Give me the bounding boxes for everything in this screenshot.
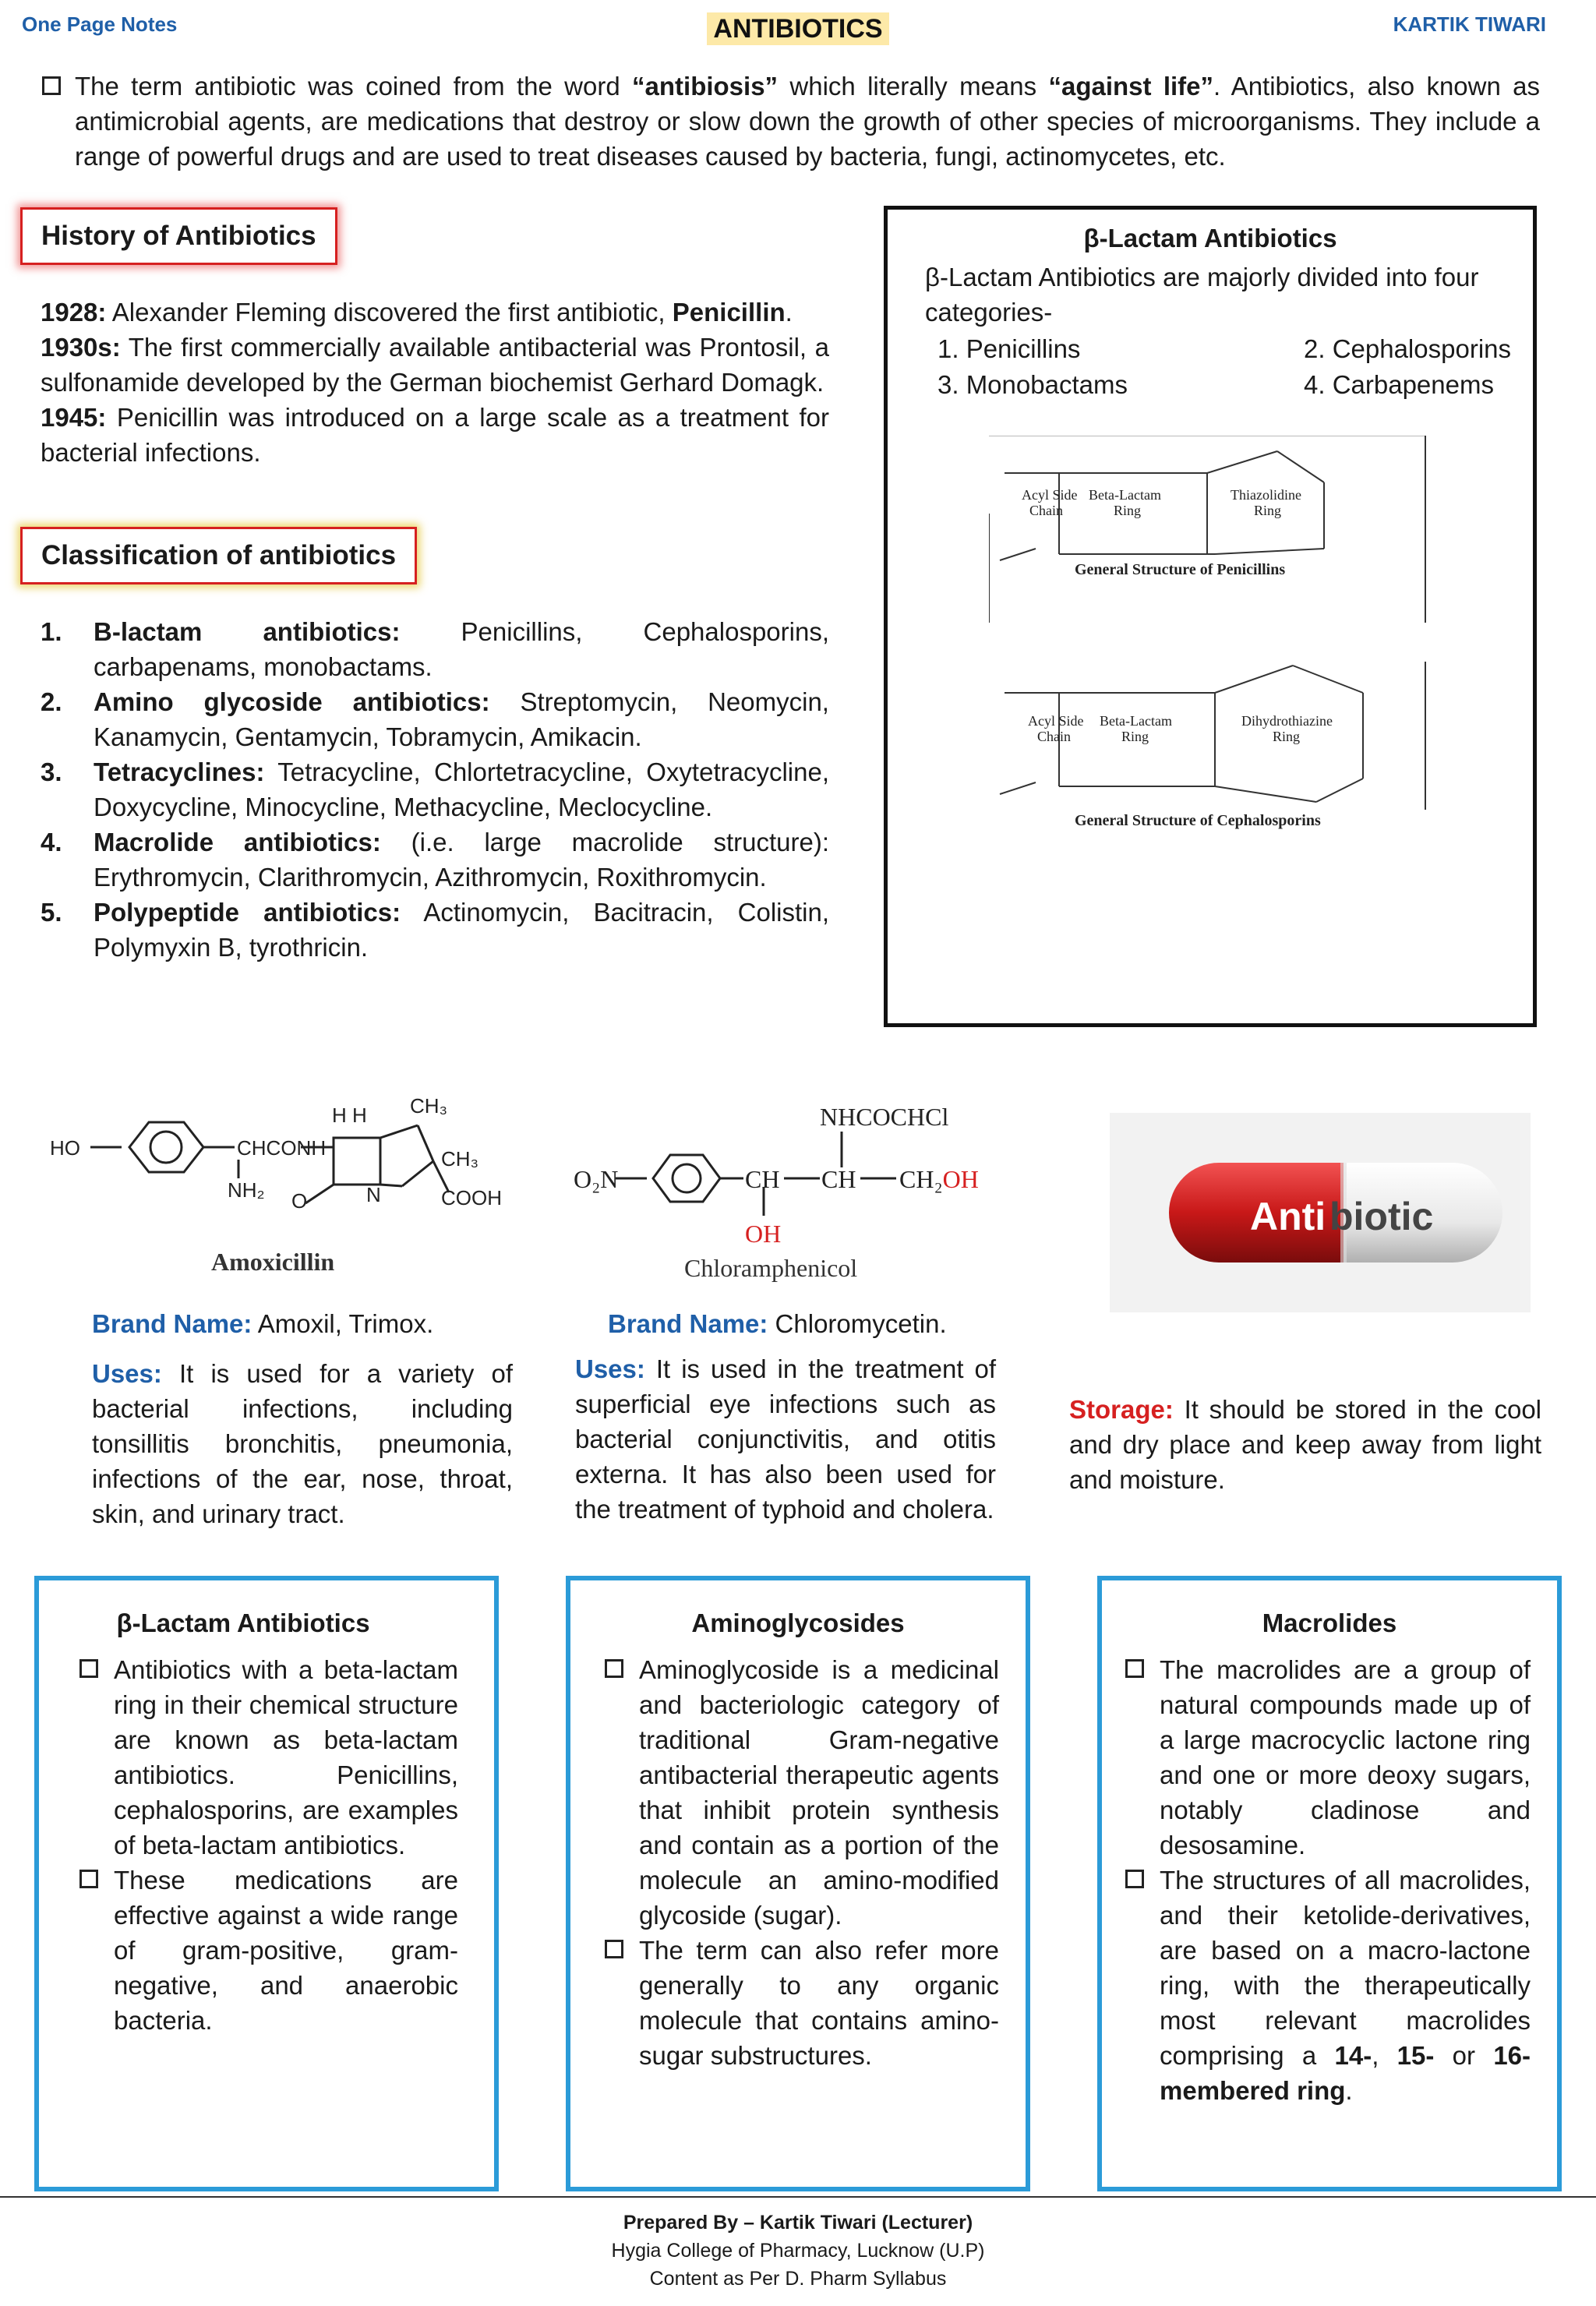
list-item-text: These medications are effective against a wide range of gram-positive, gram-negative, and anaerobic bacteria.	[114, 1866, 458, 2035]
pen-thia-ring-label: Ring	[1254, 503, 1282, 518]
list-item	[76, 1863, 458, 2038]
pen-chain-label: Chain	[1029, 503, 1063, 518]
list-item-end: .	[1345, 2076, 1353, 2105]
ceph-dih-ring-label: Ring	[1273, 729, 1301, 744]
box-title: β-Lactam Antibiotics	[116, 1609, 370, 1637]
intro-bold-against-life: “against life”	[1048, 72, 1214, 101]
class-examples: Tetracycline, Chlortetracycline, Oxytetracycline, Doxycycline, Minocycline, Methacycline, Meclocycline.	[94, 757, 829, 821]
list-item-sep: or	[1434, 2041, 1494, 2070]
chloramphenicol-structure-diagram	[569, 1091, 1036, 1294]
class-name: Macrolide antibiotics:	[94, 828, 381, 856]
chloramphenicol-name: Chloramphenicol	[684, 1254, 858, 1282]
ceph-dih-label: Dihydrothiazine	[1241, 713, 1333, 729]
ring-size-14: 14-	[1334, 2041, 1372, 2070]
checkbox-bullet-icon	[605, 1659, 623, 1678]
history-bold: Penicillin	[672, 298, 786, 327]
header-author: KARTIK TIWARI	[1393, 12, 1546, 36]
box-title: β-Lactam Antibiotics	[1083, 224, 1337, 252]
checkbox-bullet-icon	[79, 1870, 98, 1888]
chloramphenicol-brand	[608, 1309, 947, 1339]
intro-paragraph	[44, 69, 1540, 174]
list-item-text: Antibiotics with a beta-lactam ring in their chemical structure are known as beta-lactam antibiotics. Penicillins, cephalosporins, are examples of beta-lactam antibiotics.	[114, 1655, 458, 1859]
list-item	[1122, 1863, 1531, 2108]
svg-text:O₂N: O₂N	[574, 1165, 619, 1193]
macrolides-info-box	[1097, 1576, 1562, 2191]
ring-size-16: 16- membered ring	[1160, 2041, 1531, 2105]
list-item-text: Aminoglycoside is a medicinal and bacteriologic category of traditional Gram-negative antibacterial therapeutic agents that inhibit protein synthesis and contain as a portion of the molecule an amino-modified glycoside (sugar).	[639, 1655, 999, 1930]
svg-text:OH: OH	[745, 1220, 782, 1248]
box-intro: β-Lactam Antibiotics are majorly divided into four categories-	[925, 263, 1479, 327]
list-item	[41, 754, 829, 825]
checkbox-bullet-icon	[79, 1659, 98, 1678]
svg-text:HO: HO	[50, 1136, 80, 1160]
svg-text:H H: H H	[332, 1104, 367, 1127]
list-number: 5.	[41, 898, 62, 927]
category-item: 4. Carbapenems	[1304, 370, 1494, 399]
amoxicillin-uses	[92, 1356, 513, 1531]
svg-text:O: O	[291, 1189, 308, 1213]
uses-value: It is used in the treatment of superficial eye infections such as bacterial conjunctivitis, and otitis externa. It has also been used for the treatment of typhoid and cholera.	[575, 1354, 996, 1524]
list-item	[76, 1652, 458, 1863]
intro-mid: which literally means	[778, 72, 1049, 101]
uses-label: Uses:	[575, 1354, 645, 1383]
ring-size-15: 15-	[1396, 2041, 1435, 2070]
svg-text:CHCONH: CHCONH	[237, 1136, 327, 1160]
amoxicillin-brand	[92, 1309, 433, 1339]
history-year: 1930s:	[41, 333, 121, 362]
pen-caption: General Structure of Penicillins	[1075, 561, 1286, 578]
checkbox-bullet-icon	[42, 76, 61, 95]
footer-college: Hygia College of Pharmacy, Lucknow (U.P)	[611, 2240, 985, 2262]
beta-lactam-structures-box	[884, 206, 1537, 1027]
header-left: One Page Notes	[22, 12, 178, 36]
category-item: 2. Cephalosporins	[1304, 334, 1511, 363]
class-examples: Actinomycin, Bacitracin, Colistin, Polymyxin B, tyrothricin.	[94, 898, 829, 962]
checkbox-bullet-icon	[605, 1940, 623, 1958]
history-year: 1945:	[41, 403, 107, 432]
ceph-caption: General Structure of Cephalosporins	[1075, 812, 1321, 829]
history-post: .	[785, 298, 793, 327]
box-body	[602, 1652, 999, 2073]
capsule-label-b: biotic	[1329, 1195, 1434, 1238]
storage-label: Storage:	[1069, 1395, 1174, 1424]
chloramphenicol-formula-top: NHCOCHCl	[820, 1103, 949, 1131]
list-item	[602, 1652, 999, 1933]
history-text: Penicillin was introduced on a large scale as a treatment for bacterial infections.	[41, 403, 829, 467]
footer	[0, 2209, 1596, 2293]
list-number: 2.	[41, 687, 62, 716]
svg-text:CH: CH	[745, 1165, 780, 1193]
ceph-acyl-label: Acyl Side	[1028, 713, 1084, 729]
brand-label: Brand Name:	[92, 1309, 252, 1338]
list-item-text: The structures of all macrolides, and their ketolide-derivatives, are based on a macro-lactone ring, with the therapeutically most relevant macrolides comprising a	[1160, 1866, 1531, 2070]
class-name: B-lactam antibiotics:	[94, 617, 401, 646]
beta-lactam-info-box	[34, 1576, 499, 2191]
history-entry	[41, 330, 829, 400]
chloramphenicol-uses	[575, 1351, 996, 1527]
list-number: 3.	[41, 757, 62, 786]
list-item-text: The macrolides are a group of natural compounds made up of a large macrocyclic lactone ring and one or more deoxy sugars, notably cladinose and desosamine.	[1160, 1655, 1531, 1859]
list-item	[41, 895, 829, 965]
list-item	[41, 825, 829, 895]
capsule-label-a: Anti	[1250, 1195, 1326, 1238]
uses-label: Uses:	[92, 1359, 162, 1388]
ceph-ring-label: Ring	[1121, 729, 1149, 744]
history-entry	[41, 400, 829, 470]
history-text: The first commercially available antibacterial was Prontosil, a sulfonamide developed by the German biochemist Gerhard Domagk.	[41, 333, 829, 397]
intro-post: . Antibiotics, also known as antimicrobial agents, are medications that destroy or slow down the growth of other species of microorganisms. They include a range of powerful drugs and are used to treat diseases caused by bacteria, fungi, actinomycetes, etc.	[75, 72, 1541, 171]
capsule-image	[1110, 1113, 1531, 1312]
svg-text:CH₃: CH₃	[410, 1094, 448, 1118]
footer-prepared-by: Prepared By – Kartik Tiwari (Lecturer)	[623, 2212, 973, 2234]
checkbox-bullet-icon	[1125, 1659, 1144, 1678]
svg-text:CH: CH	[821, 1165, 856, 1193]
list-number: 4.	[41, 828, 62, 856]
class-examples: Streptomycin, Neomycin, Kanamycin, Gentamycin, Tobramycin, Amikacin.	[94, 687, 829, 751]
footer-syllabus: Content as Per D. Pharm Syllabus	[649, 2268, 947, 2290]
footer-divider	[0, 2196, 1596, 2198]
list-item	[41, 684, 829, 754]
list-item	[1122, 1652, 1531, 1863]
intro-bold-antibiosis: “antibiosis”	[632, 72, 779, 101]
classification-list	[41, 614, 829, 965]
pen-acyl-label: Acyl Side	[1022, 487, 1078, 503]
list-item-sep: ,	[1372, 2041, 1397, 2070]
uses-value: It is used for a variety of bacterial infections, including tonsillitis bronchitis, pneumonia, infections of the ear, nose, throat, skin, and urinary tract.	[92, 1359, 513, 1528]
box-title: Macrolides	[1262, 1609, 1397, 1637]
history-text: Alexander Fleming discovered the first antibiotic,	[106, 298, 673, 327]
checkbox-bullet-icon	[1125, 1870, 1144, 1888]
list-item-text: The term can also refer more generally to any organic molecule that contains amino-sugar substructures.	[639, 1936, 999, 2070]
amoxicillin-name: Amoxicillin	[211, 1248, 335, 1276]
page-title-text: ANTIBIOTICS	[707, 12, 888, 45]
brand-value: Amoxil, Trimox.	[252, 1309, 434, 1338]
list-number: 1.	[41, 617, 62, 646]
aminoglycosides-info-box	[566, 1576, 1030, 2191]
amoxicillin-structure-diagram	[44, 1091, 527, 1294]
general-structure-diagram	[989, 436, 1441, 849]
history-entry	[41, 295, 829, 330]
intro-pre: The term antibiotic was coined from the word	[75, 72, 633, 101]
category-item: 1. Penicillins	[937, 334, 1081, 363]
class-examples: Penicillins, Cephalosporins, carbapenams, monobactams.	[94, 617, 829, 681]
ceph-beta-label: Beta-Lactam	[1100, 713, 1172, 729]
pen-beta-label: Beta-Lactam	[1089, 487, 1161, 503]
history-heading: History of Antibiotics	[20, 207, 337, 265]
class-name: Tetracyclines:	[94, 757, 265, 786]
class-name: Amino glycoside antibiotics:	[94, 687, 490, 716]
history-section	[41, 295, 829, 470]
class-name: Polypeptide antibiotics:	[94, 898, 401, 927]
svg-text:CH₃: CH₃	[441, 1147, 479, 1171]
classification-heading: Classification of antibiotics	[20, 527, 417, 584]
category-item: 3. Monobactams	[937, 370, 1128, 399]
pen-ring-label: Ring	[1114, 503, 1142, 518]
intro-text	[44, 69, 1540, 174]
list-item	[41, 614, 829, 684]
storage-note	[1069, 1392, 1541, 1497]
box-body	[1122, 1652, 1531, 2108]
svg-text:N: N	[366, 1183, 381, 1206]
box-title: Aminoglycosides	[691, 1609, 905, 1637]
class-examples: (i.e. large macrolide structure): Erythromycin, Clarithromycin, Azithromycin, Roxithromycin.	[94, 828, 829, 892]
pen-thia-label: Thiazolidine	[1231, 487, 1301, 503]
svg-text:COOH: COOH	[441, 1186, 502, 1210]
brand-label: Brand Name:	[608, 1309, 768, 1338]
svg-text:NH₂: NH₂	[228, 1178, 265, 1202]
svg-text:CH₂OH: CH₂OH	[899, 1165, 979, 1193]
page-title	[0, 14, 1596, 44]
capsule-icon	[1110, 1113, 1531, 1312]
brand-value: Chloromycetin.	[768, 1309, 947, 1338]
storage-value: It should be stored in the cool and dry place and keep away from light and moisture.	[1069, 1395, 1541, 1494]
history-year: 1928:	[41, 298, 107, 327]
box-body	[76, 1652, 458, 2038]
list-item	[602, 1933, 999, 2073]
ceph-chain-label: Chain	[1037, 729, 1071, 744]
